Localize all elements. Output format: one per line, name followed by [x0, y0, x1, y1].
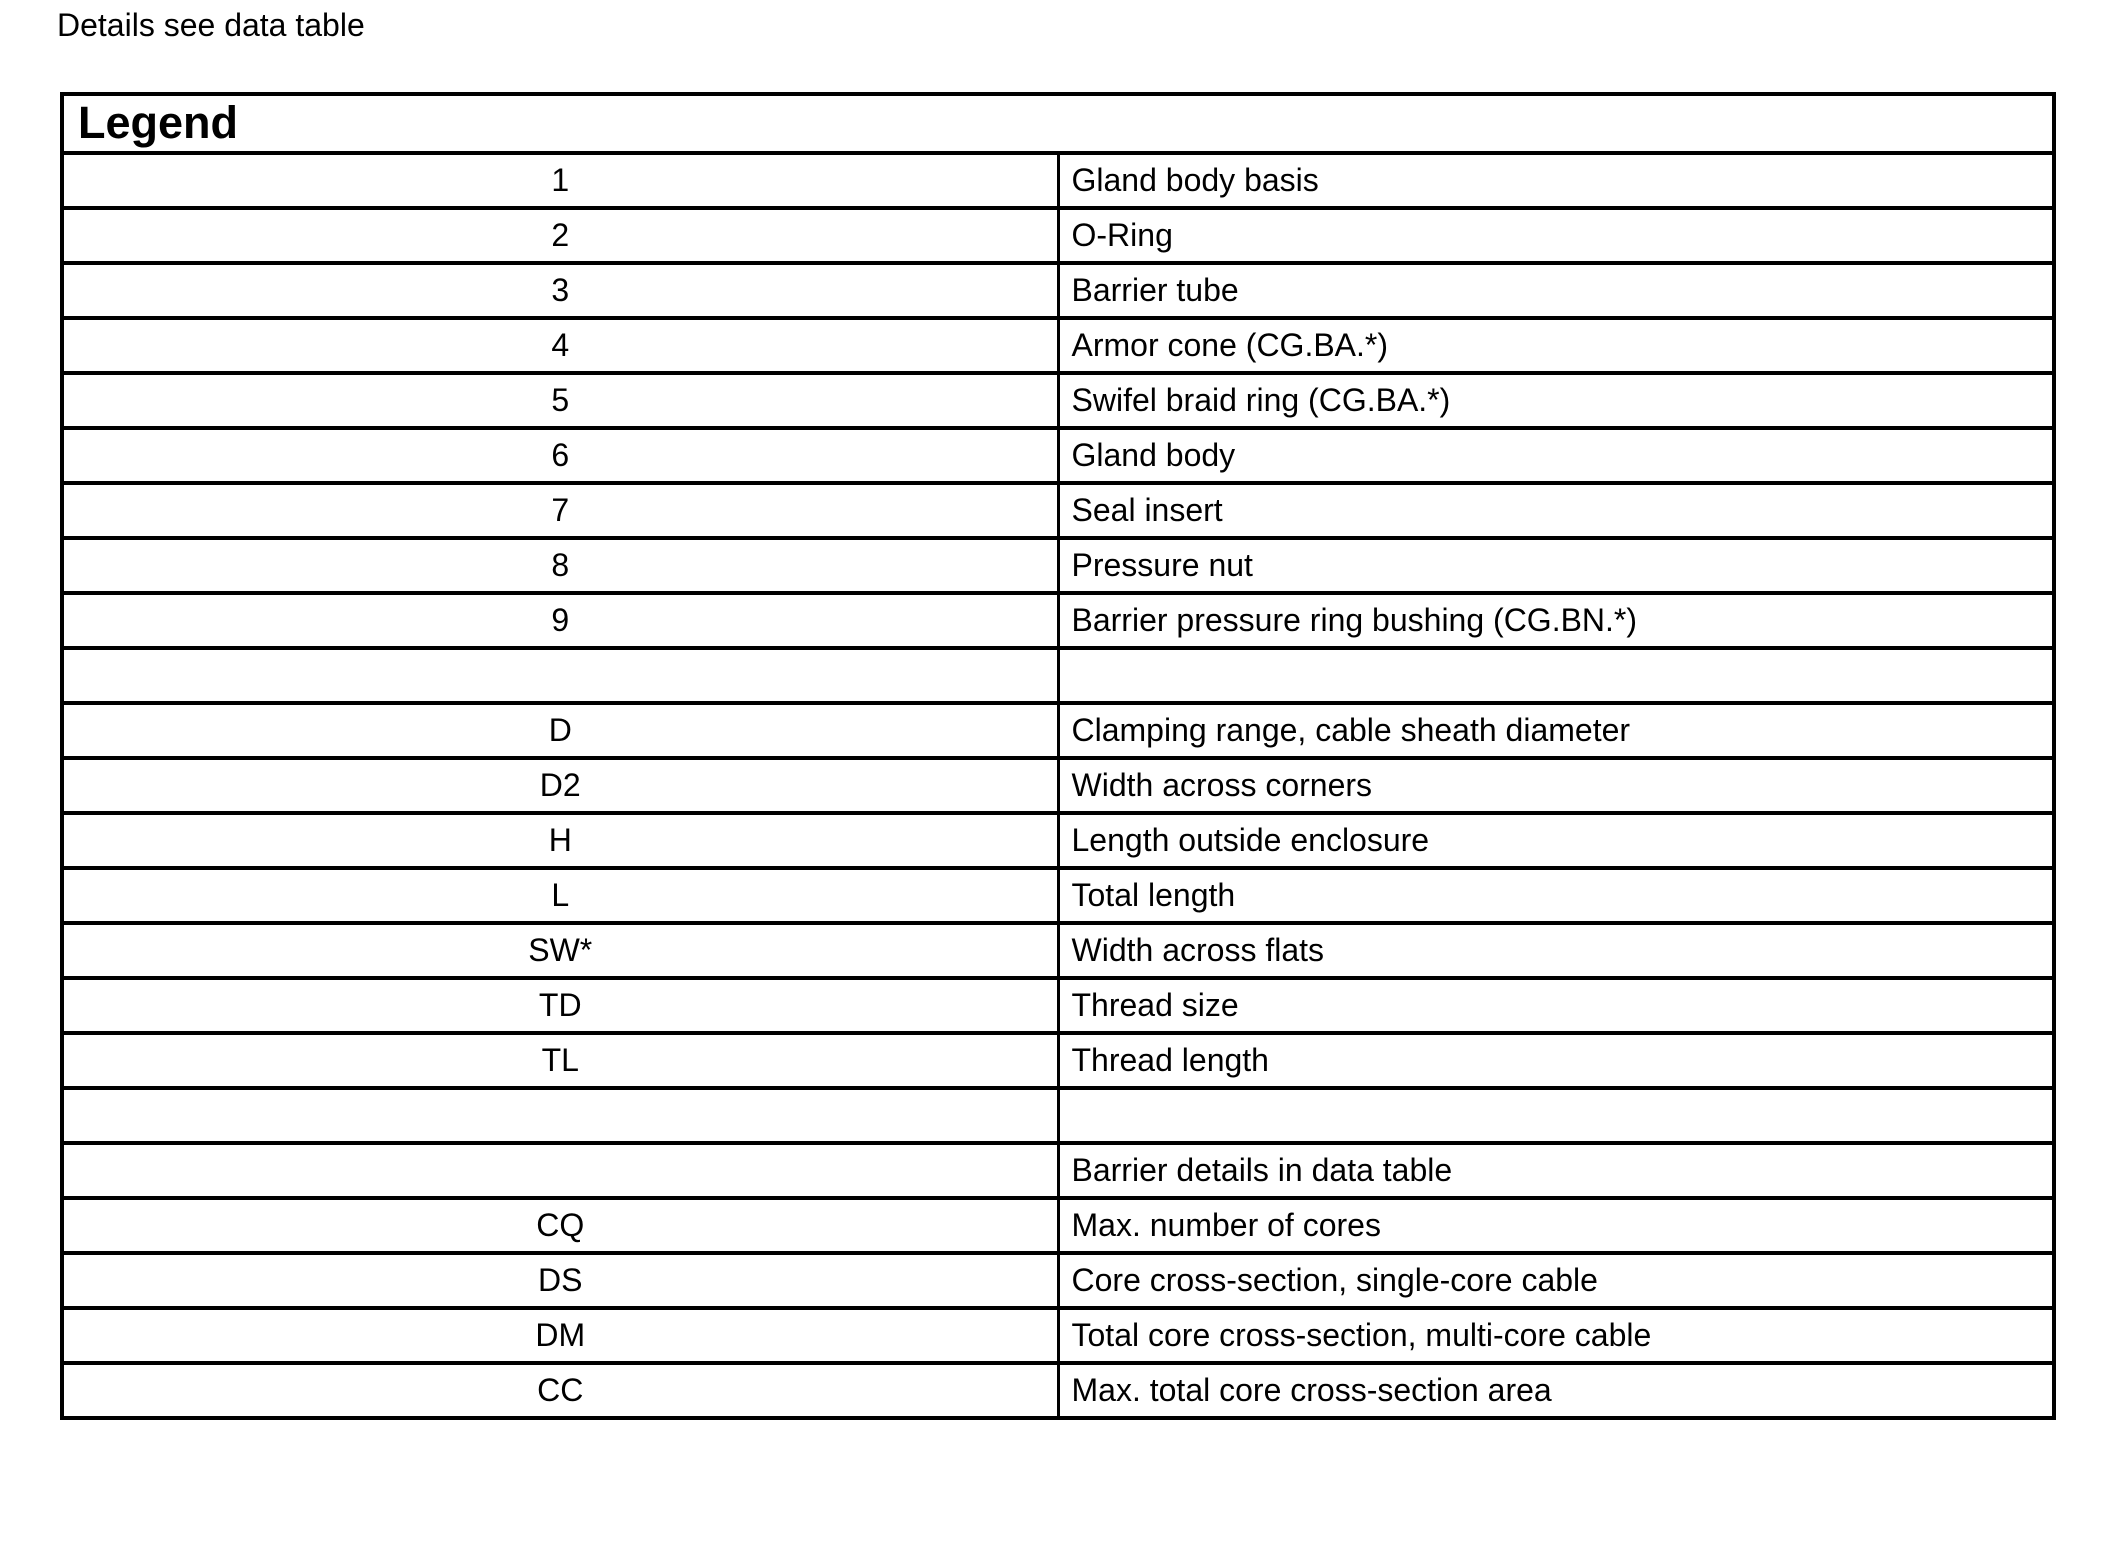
legend-description: Armor cone (CG.BA.*) — [1058, 318, 2054, 373]
legend-description: Max. total core cross-section area — [1058, 1363, 2054, 1418]
legend-code — [62, 1088, 1058, 1143]
legend-description: Swifel braid ring (CG.BA.*) — [1058, 373, 2054, 428]
legend-row — [62, 1363, 2054, 1418]
legend-table-header — [62, 94, 2054, 153]
details-note: Details see data table — [57, 7, 365, 43]
legend-row — [62, 373, 2054, 428]
legend-description: Barrier tube — [1058, 263, 2054, 318]
legend-description: Barrier pressure ring bushing (CG.BN.*) — [1058, 593, 2054, 648]
legend-code: 9 — [62, 593, 1058, 648]
legend-code: SW* — [62, 923, 1058, 978]
legend-code: 5 — [62, 373, 1058, 428]
legend-row — [62, 1143, 2054, 1198]
legend-row — [62, 868, 2054, 923]
legend-title-row — [62, 94, 2054, 153]
legend-code — [62, 1143, 1058, 1198]
legend-code: 8 — [62, 538, 1058, 593]
legend-table — [60, 92, 2056, 1420]
legend-code: D2 — [62, 758, 1058, 813]
legend-row — [62, 1033, 2054, 1088]
legend-description: Core cross-section, single-core cable — [1058, 1253, 2054, 1308]
legend-code: 7 — [62, 483, 1058, 538]
legend-row — [62, 1253, 2054, 1308]
legend-code: CC — [62, 1363, 1058, 1418]
legend-code: TL — [62, 1033, 1058, 1088]
legend-description: Total core cross-section, multi-core cable — [1058, 1308, 2054, 1363]
legend-code: CQ — [62, 1198, 1058, 1253]
legend-code: 6 — [62, 428, 1058, 483]
legend-description: Thread length — [1058, 1033, 2054, 1088]
legend-row — [62, 1088, 2054, 1143]
legend-description: Clamping range, cable sheath diameter — [1058, 703, 2054, 758]
legend-description: Gland body — [1058, 428, 2054, 483]
legend-description: Barrier details in data table — [1058, 1143, 2054, 1198]
legend-description: Seal insert — [1058, 483, 2054, 538]
legend-row — [62, 318, 2054, 373]
legend-row — [62, 263, 2054, 318]
legend-row — [62, 153, 2054, 208]
legend-code: L — [62, 868, 1058, 923]
legend-row — [62, 208, 2054, 263]
legend-row — [62, 593, 2054, 648]
legend-description: Width across corners — [1058, 758, 2054, 813]
legend-row — [62, 538, 2054, 593]
legend-title: Legend — [62, 94, 2054, 153]
legend-code: TD — [62, 978, 1058, 1033]
legend-row — [62, 1308, 2054, 1363]
legend-description: O-Ring — [1058, 208, 2054, 263]
legend-code: DS — [62, 1253, 1058, 1308]
legend-description: Pressure nut — [1058, 538, 2054, 593]
legend-description — [1058, 648, 2054, 703]
legend-description: Width across flats — [1058, 923, 2054, 978]
legend-row — [62, 758, 2054, 813]
legend-code: D — [62, 703, 1058, 758]
legend-row — [62, 703, 2054, 758]
legend-code: 3 — [62, 263, 1058, 318]
legend-row — [62, 923, 2054, 978]
legend-row — [62, 978, 2054, 1033]
legend-description: Thread size — [1058, 978, 2054, 1033]
legend-description: Gland body basis — [1058, 153, 2054, 208]
legend-row — [62, 428, 2054, 483]
legend-code: 1 — [62, 153, 1058, 208]
legend-description: Max. number of cores — [1058, 1198, 2054, 1253]
legend-code: H — [62, 813, 1058, 868]
legend-code: DM — [62, 1308, 1058, 1363]
legend-description: Length outside enclosure — [1058, 813, 2054, 868]
legend-row — [62, 813, 2054, 868]
legend-row — [62, 1198, 2054, 1253]
legend-description — [1058, 1088, 2054, 1143]
legend-code: 2 — [62, 208, 1058, 263]
legend-code: 4 — [62, 318, 1058, 373]
legend-table-body — [62, 153, 2054, 1418]
legend-row — [62, 483, 2054, 538]
legend-row — [62, 648, 2054, 703]
legend-description: Total length — [1058, 868, 2054, 923]
legend-code — [62, 648, 1058, 703]
